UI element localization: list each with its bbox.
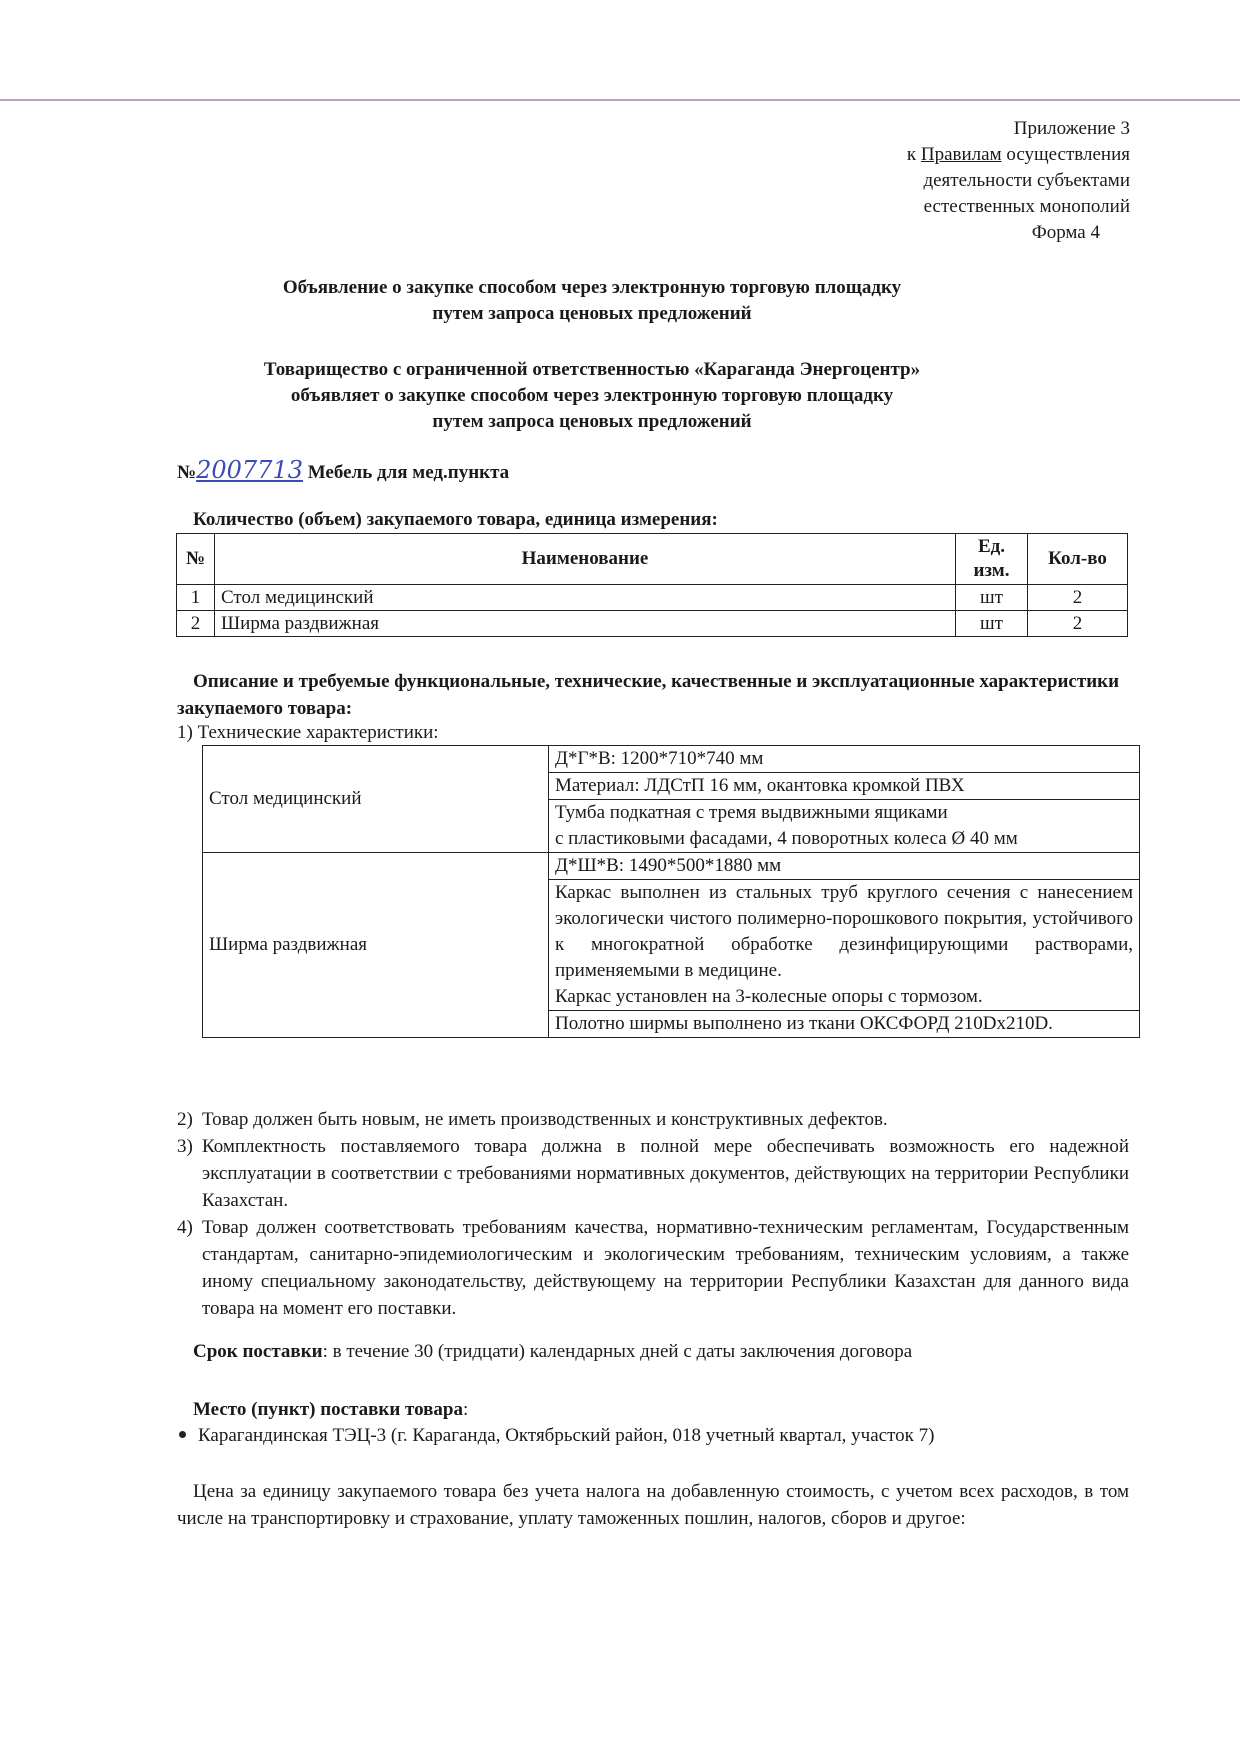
rules-link[interactable]: Правилам bbox=[920, 144, 1002, 165]
delivery-term: Срок поставки: в течение 30 (тридцати) календарных дней с даты заключения договора bbox=[193, 1341, 913, 1362]
list-item: 3) Комплектность поставляемого товара должна в полной мере обеспечивать возможность его надежной эксплуатации в соответствии с требованиями нормативных документов, действующих на территории Республики Казахстан. bbox=[177, 1136, 1129, 1211]
lot-name: Мебель для мед.пункта bbox=[302, 462, 510, 483]
description-heading: Описание и требуемые функциональные, технические, качественные и эксплуатационные характеристики закупаемого товара: bbox=[177, 671, 1120, 719]
delivery-term-label: Срок поставки bbox=[193, 1341, 323, 1362]
quantity-heading: Количество (объем) закупаемого товара, единица измерения: bbox=[193, 509, 718, 530]
list-item: 2) Товар должен быть новым, не иметь производственных и конструктивных дефектов. bbox=[177, 1109, 888, 1130]
table-row: Полотно ширмы выполнено из ткани ОКСФОРД 210Dх210D. bbox=[203, 1011, 1140, 1038]
organizer-title: Товарищество с ограниченной ответственностью «Караганда Энергоцентр» объявляет о закупке способом через электронную торговую площадку путем запроса ценовых предложений bbox=[263, 359, 921, 432]
tech-heading: 1) Технические характеристики: bbox=[177, 722, 439, 743]
table-row: Стол медицинский Д*Г*В: 1200*710*740 мм bbox=[203, 746, 1140, 773]
col-unit-header: Ед. изм. bbox=[956, 534, 1028, 585]
spec-item-name: Ширма раздвижная bbox=[203, 853, 549, 1038]
lot-line: №2007713 Мебель для мед.пункта bbox=[177, 456, 510, 484]
table-row: Материал: ЛДСтП 16 мм, окантовка кромкой ПВХ bbox=[203, 773, 1140, 800]
handwritten-lot-number: 2007713 bbox=[196, 456, 303, 484]
form-number: Форма 4 bbox=[1031, 222, 1100, 243]
announcement-title: Объявление о закупке способом через электронную торговую площадку путем запроса ценовых предложений bbox=[282, 277, 902, 324]
col-qty-header: Кол-во bbox=[1028, 534, 1128, 585]
appendix-line-3: деятельности субъектами bbox=[923, 170, 1130, 191]
appendix-header bbox=[907, 116, 1130, 246]
table-row: 1 Стол медицинский шт 2 bbox=[177, 585, 1128, 611]
table-row: Тумба подкатная с тремя выдвижными ящиками с пластиковыми фасадами, 4 поворотных колеса Ø 40 мм bbox=[203, 800, 1140, 853]
quantity-table bbox=[176, 533, 1128, 637]
col-name-header: Наименование bbox=[215, 534, 956, 585]
appendix-line-1: Приложение 3 bbox=[1013, 118, 1130, 139]
delivery-place-item: Карагандинская ТЭЦ-3 (г. Караганда, Октябрьский район, 018 учетный квартал, участок 7) bbox=[177, 1425, 934, 1447]
col-num-header: № bbox=[177, 534, 215, 585]
quantity-table-header bbox=[177, 534, 1128, 585]
appendix-line-4: естественных монополий bbox=[923, 196, 1130, 217]
list-item: 4) Товар должен соответствовать требованиям качества, нормативно-техническим регламентам, Государственным стандартам, санитарно-эпидемиологическим и экологическим требованиям, техническим условиям, а также иному специальному законодательству, действующему на территории Республики Казахстан для данного вида товара на момент его поставки. bbox=[177, 1217, 1129, 1319]
table-row: Каркас выполнен из стальных труб круглого сечения с нанесением экологически чистого полимерно-порошкового покрытия, устойчивого к многократной обработке дезинфицирующими растворами, применяемыми в медицине. Каркас установлен на 3-колесные опоры с тормозом. bbox=[203, 880, 1140, 1011]
spec-table bbox=[202, 745, 1140, 1038]
requirements-list bbox=[177, 1106, 1129, 1322]
delivery-place-heading: Место (пункт) поставки товара: bbox=[193, 1399, 469, 1420]
spec-item-name: Стол медицинский bbox=[203, 746, 549, 853]
bullet-icon bbox=[179, 1431, 186, 1438]
appendix-line-2: к Правилам осуществления bbox=[906, 144, 1130, 165]
table-row: 2 Ширма раздвижная шт 2 bbox=[177, 611, 1128, 637]
table-row: Ширма раздвижная Д*Ш*В: 1490*500*1880 мм bbox=[203, 853, 1140, 880]
price-paragraph: Цена за единицу закупаемого товара без учета налога на добавленную стоимость, с учетом всех расходов, в том числе на транспортировку и страхование, уплату таможенных пошлин, налогов, сборов и другое: bbox=[177, 1481, 1129, 1529]
page-top-divider bbox=[0, 99, 1240, 101]
